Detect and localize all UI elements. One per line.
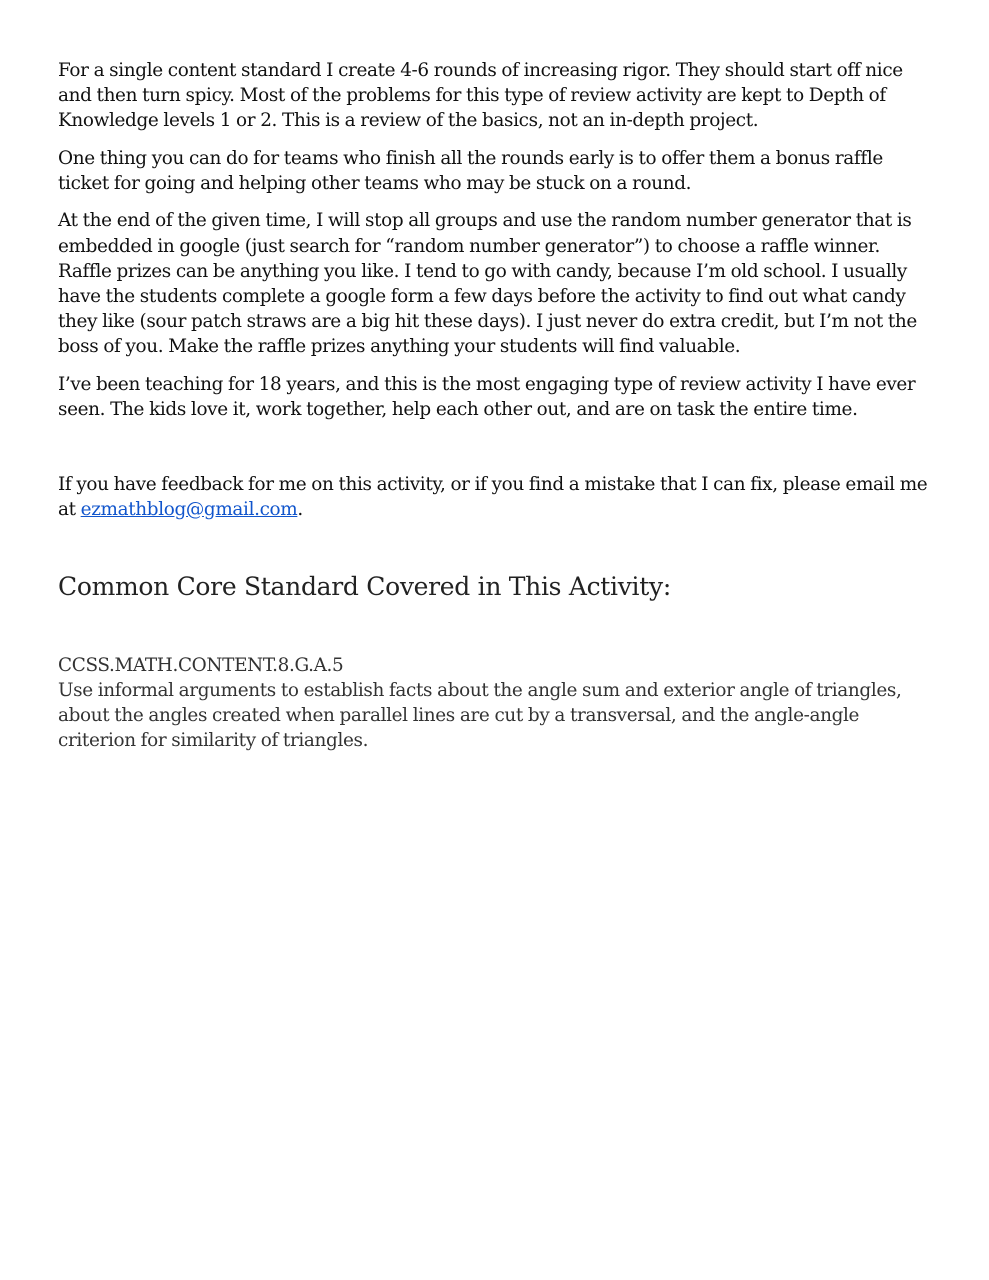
- document-page: [58, 58, 933, 753]
- paragraph-feedback: [58, 472, 933, 522]
- email-link[interactable]: ezmathblog@gmail.com: [80, 498, 298, 520]
- feedback-period: .: [297, 498, 303, 520]
- paragraph-rounds-rigor: For a single content standard I create 4-6 rounds of increasing rigor. They should start off nice and then turn spicy. Most of the problems for this type of review activity are kept to Depth of Knowledge levels 1 or 2. This is a review of the basics, not an in-depth project.: [58, 60, 903, 132]
- standard-code: CCSS.MATH.CONTENT.8.G.A.5: [58, 654, 344, 676]
- paragraph-teaching-experience: I’ve been teaching for 18 years, and this is the most engaging type of review activity I have ever seen. The kids love it, work together, help each other out, and are on task the entire time.: [58, 373, 916, 420]
- standard-description: Use informal arguments to establish facts about the angle sum and exterior angle of triangles, about the angles created when parallel lines are cut by a transversal, and the angle-angle criterion for similarity of triangles.: [58, 680, 902, 752]
- feedback-text: If you have feedback for me on this activity, or if you find a mistake that I can fix, please email me at: [58, 473, 928, 520]
- standards-heading: Common Core Standard Covered in This Activity:: [58, 571, 671, 601]
- paragraph-raffle: At the end of the given time, I will stop all groups and use the random number generator that is embedded in google (just search for “random number generator”) to choose a raffle winner. Raffle prizes can be anything you like. I tend to go with candy, because I’m old school. I usually have the students complete a google form a few days before the activity to find out what candy they like (sour patch straws are a big hit these days). I just never do extra credit, but I’m not the boss of you. Make the raffle prizes anything your students will find valuable.: [58, 210, 917, 357]
- paragraph-bonus-ticket: One thing you can do for teams who finish all the rounds early is to offer them a bonus raffle ticket for going and helping other teams who may be stuck on a round.: [58, 147, 883, 194]
